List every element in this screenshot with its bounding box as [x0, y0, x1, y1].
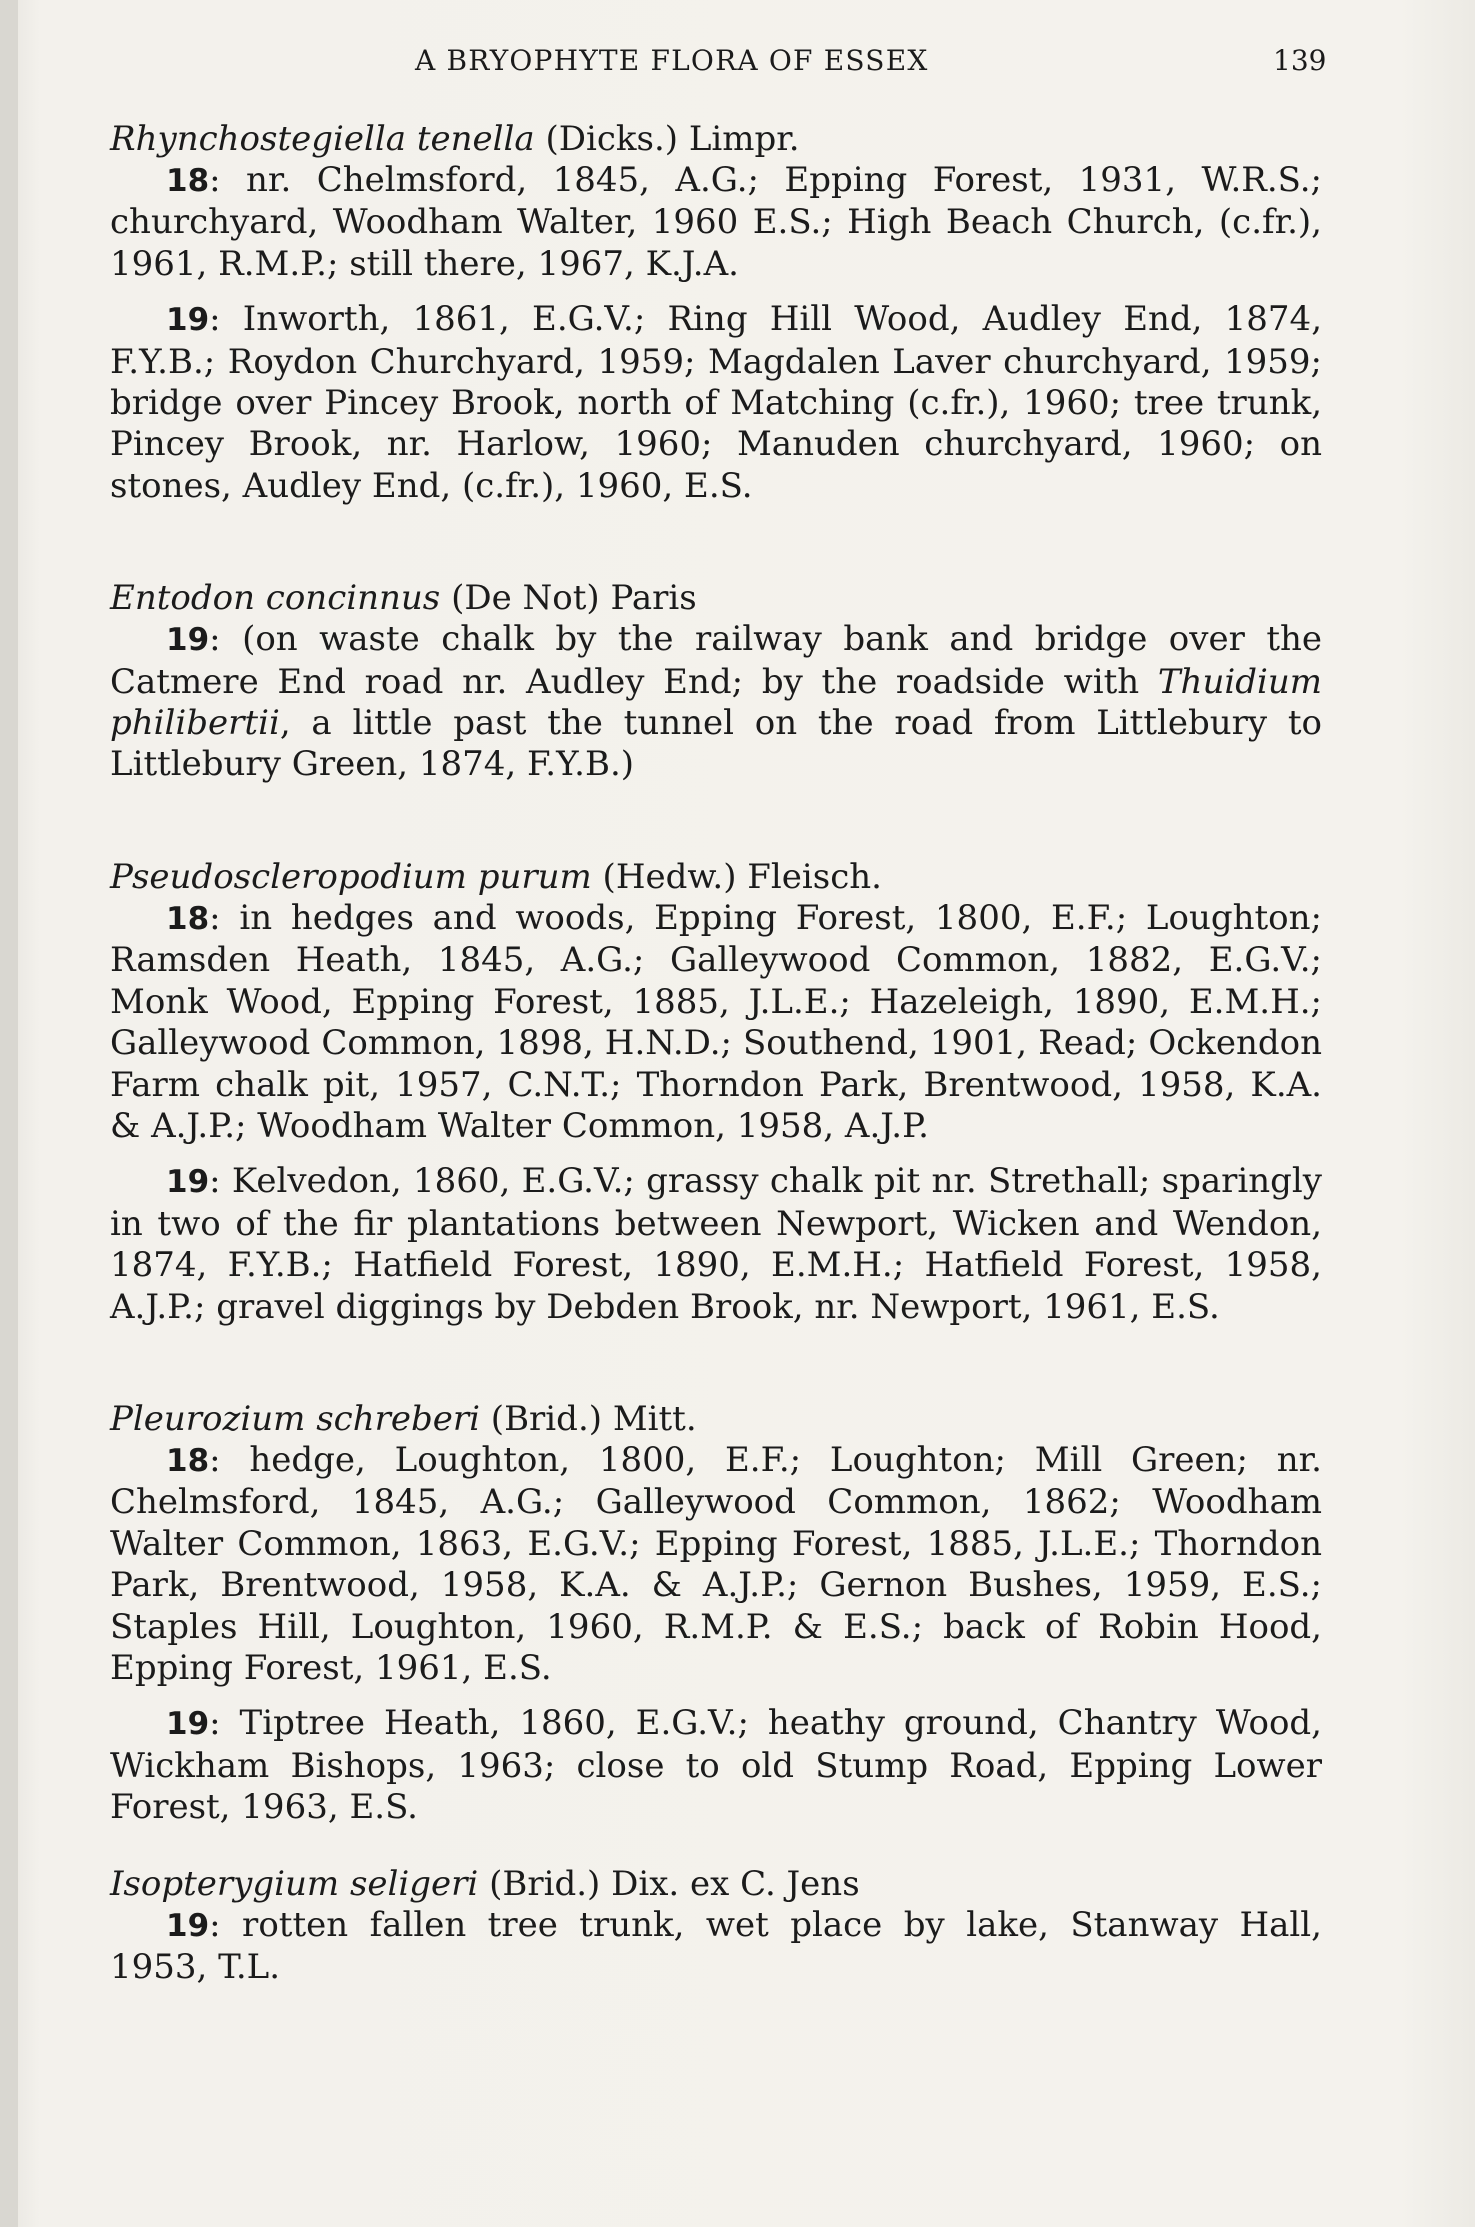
- region-number: 18: [166, 1442, 210, 1479]
- record-text: : hedge, Loughton, 1800, E.F.; Loughton; Mill Green; nr. Chelmsford, 1845, A.G.; Galleywood Common, 1862; Woodham Walter Common, 1863, E.G.V.; Epping Forest, 1885, J.L.E.; Thorndon Park, Brentwood, 1958, K.A. & A.J.P.; Gernon Bushes, 1959, E.S.; Staples Hill, Loughton, 1960, R.M.P. & E.S.; back of Robin Hood, Epping Forest, 1961, E.S.: [110, 1439, 1322, 1688]
- species-heading: [110, 1865, 1322, 1903]
- record-paragraph: [110, 160, 1322, 285]
- record-paragraph: [110, 1905, 1322, 1989]
- record-text: : Tiptree Heath, 1860, E.G.V.; heathy ground, Chantry Wood, Wickham Bishops, 1963; close to old Stump Road, Epping Lower Forest, 1963, E.S.: [110, 1703, 1322, 1828]
- species-heading: [110, 579, 1322, 617]
- record-paragraph: [110, 1440, 1322, 1689]
- record-text: : rotten fallen tree trunk, wet place by lake, Stanway Hall, 1953, T.L.: [110, 1904, 1322, 1987]
- running-head: A BRYOPHYTE FLORA OF ESSEX: [415, 44, 929, 77]
- species-name: Pleurozium schreberi: [110, 1398, 480, 1439]
- page-number: 139: [1273, 44, 1327, 77]
- species-authority: (Brid.) Dix. ex C. Jens: [478, 1863, 860, 1904]
- record-paragraph: [110, 1703, 1322, 1828]
- record-text: : Inworth, 1861, E.G.V.; Ring Hill Wood, Audley End, 1874, F.Y.B.; Roydon Churchyard, 1959; Magdalen Laver churchyard, 1959; bridge over Pincey Brook, north of Matching (c.fr.), 1960; tree trunk, Pincey Brook, nr. Harlow, 1960; Manuden churchyard, 1960; on stones, Audley End, (c.fr.), 1960, E.S.: [110, 299, 1322, 506]
- region-number: 19: [166, 1164, 210, 1201]
- record-text: : (on waste chalk by the railway bank and bridge over the Catmere End road nr. Audley End; by the roadside with: [110, 619, 1322, 702]
- record-paragraph: [110, 299, 1322, 507]
- record-paragraph: [110, 898, 1322, 1147]
- record-paragraph: [110, 1161, 1322, 1328]
- record-text: : nr. Chelmsford, 1845, A.G.; Epping Forest, 1931, W.R.S.; churchyard, Woodham Walter, 1960 E.S.; High Beach Church, (c.fr.), 1961, R.M.P.; still there, 1967, K.J.A.: [110, 160, 1322, 284]
- record-text: : in hedges and woods, Epping Forest, 1800, E.F.; Loughton; Ramsden Heath, 1845, A.G.; Galleywood Common, 1882, E.G.V.; Monk Wood, Epping Forest, 1885, J.L.E.; Hazeleigh, 1890, E.M.H.; Galleywood Common, 1898, H.N.D.; Southend, 1901, Read; Ockendon Farm chalk pit, 1957, C.N.T.; Thorndon Park, Brentwood, 1958, K.A. & A.J.P.; Woodham Walter Common, 1958, A.J.P.: [110, 897, 1322, 1146]
- species-authority: (Brid.) Mitt.: [480, 1398, 697, 1439]
- species-entry-entodon-concinnus: [110, 579, 1322, 786]
- region-number: 19: [166, 1907, 210, 1944]
- species-name: Pseudoscleropodium purum: [110, 856, 592, 897]
- species-heading: [110, 1400, 1322, 1438]
- region-number: 19: [166, 1706, 210, 1743]
- species-entry-rhynchostegiella-tenella: [110, 120, 1322, 507]
- species-entry-pseudoscleropodium-purum: [110, 858, 1322, 1328]
- record-text: , a little past the tunnel on the road from Littlebury to Littlebury Green, 1874, F.Y.B.): [110, 703, 1322, 785]
- page-header: [0, 44, 1475, 84]
- page-gutter-shadow: [0, 0, 18, 2227]
- record-text: : Kelvedon, 1860, E.G.V.; grassy chalk pit nr. Strethall; sparingly in two of the fir plantations between Newport, Wicken and Wendon, 1874, F.Y.B.; Hatfield Forest, 1890, E.M.H.; Hatfield Forest, 1958, A.J.P.; gravel diggings by Debden Brook, nr. Newport, 1961, E.S.: [110, 1161, 1322, 1327]
- region-number: 19: [166, 302, 210, 339]
- record-italic-species: Thuidium philibertii: [110, 661, 1322, 744]
- region-number: 19: [166, 622, 210, 659]
- page-body: [110, 120, 1322, 2060]
- species-entry-pleurozium-schreberi: [110, 1400, 1322, 1829]
- species-name: Entodon concinnus: [110, 578, 441, 619]
- species-entry-isopterygium-seligeri: [110, 1865, 1322, 1989]
- species-name: Isopterygium seligeri: [110, 1863, 479, 1904]
- record-paragraph: [110, 619, 1322, 786]
- species-authority: (Hedw.) Fleisch.: [591, 856, 882, 897]
- species-heading: [110, 858, 1322, 896]
- species-name: Rhynchostegiella tenella: [110, 119, 535, 159]
- species-authority: (Dicks.) Limpr.: [534, 119, 800, 159]
- species-authority: (De Not) Paris: [440, 578, 697, 619]
- region-number: 18: [166, 163, 210, 199]
- species-heading: [110, 120, 1322, 158]
- region-number: 18: [166, 900, 210, 937]
